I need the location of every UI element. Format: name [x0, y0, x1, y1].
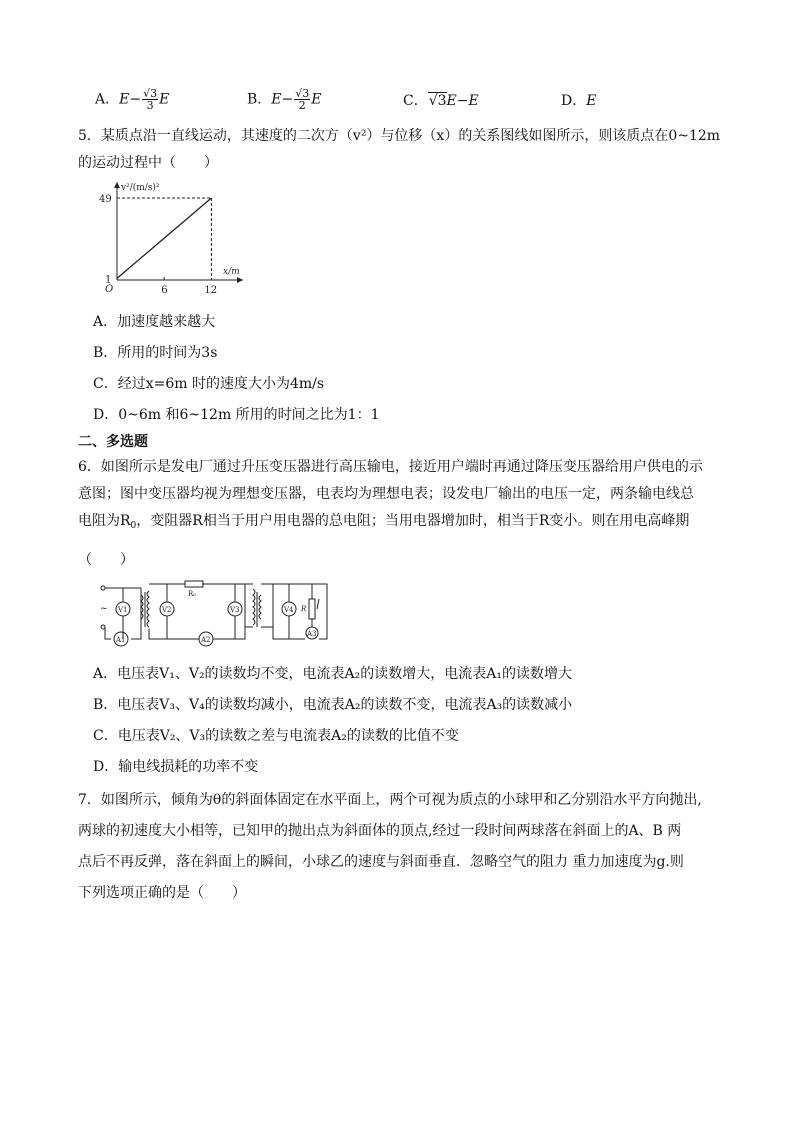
q4-option-d[interactable]: D．E [561, 93, 597, 109]
q5-v2-x-graph [95, 180, 255, 302]
q5-stem-line2: 的运动过程中（ ） [78, 155, 218, 171]
x-tick-label: 6 [161, 285, 168, 296]
q6-stem-line1: 6．如图所示是发电厂通过升压变压器进行高压输电，接近用户端时再通过降压变压器给用户供电的示 [78, 459, 703, 475]
x-tick-label: 12 [204, 285, 218, 296]
rheostat-r [309, 599, 315, 619]
svg-text:V3: V3 [230, 606, 240, 614]
q7-stem-line3: 点后不再反弹，落在斜面上的瞬间，小球乙的速度与斜面垂直．忽略空气的阻力 重力加速度为g.则 [78, 854, 684, 870]
section-heading-multi-choice: 二、多选题 [78, 434, 148, 450]
q6-stem-line4: （ ） [78, 552, 134, 568]
svg-text:A3: A3 [307, 630, 317, 638]
y-axis-label: v²/(m/s)² [121, 183, 160, 193]
svg-text:A1: A1 [116, 636, 126, 644]
q6-option-c[interactable]: C．电压表V₂、V₃的读数之差与电流表A₂的读数的比值不变 [93, 728, 459, 744]
q7-stem-line1: 7．如图所示，倾角为θ的斜面体固定在水平面上，两个可视为质点的小球甲和乙分别沿水平方向抛出, [78, 792, 702, 808]
q6-transmission-circuit [95, 577, 335, 649]
q4-option-c[interactable]: C．√3E−E [403, 93, 479, 109]
q4-option-b[interactable]: B．E− $\frac{√3}{2}$ E [247, 87, 322, 112]
svg-text:R: R [301, 605, 307, 613]
source-terminal-top [101, 586, 105, 590]
x-axis-arrow [237, 277, 243, 283]
q6-option-d[interactable]: D．输电线损耗的功率不变 [93, 759, 259, 775]
source-terminal-bottom [101, 625, 105, 629]
q7-stem-line2: 两球的初速度大小相等，已知甲的抛出点为斜面体的顶点,经过一段时间两球落在斜面上的A、B 两 [78, 823, 682, 839]
q6-option-a[interactable]: A．电压表V₁、V₂的读数均不变，电流表A₂的读数增大，电流表A₁的读数增大 [93, 666, 572, 682]
q5-option-d[interactable]: D．0~6m 和6~12m 所用的时间之比为1：1 [93, 407, 380, 423]
svg-text:R₀: R₀ [188, 590, 197, 598]
q4-option-a[interactable]: A．E− $\frac{√3}{3}$ E [95, 87, 170, 112]
q6-stem-line2: 意图；图中变压器均视为理想变压器，电表均为理想电表；设发电厂输出的电压一定，两条输电线总 [78, 486, 694, 502]
q5-stem-line1: 5．某质点沿一直线运动，其速度的二次方（v²）与位移（x）的关系图线如图所示，则该质点在0~12m [78, 128, 721, 144]
svg-text:V2: V2 [162, 606, 172, 614]
data-line [117, 198, 211, 278]
svg-text:A2: A2 [201, 636, 211, 644]
y-axis-arrow [114, 182, 120, 188]
q7-stem-line4: 下列选项正确的是（ ） [78, 885, 246, 901]
q5-option-a[interactable]: A．加速度越来越大 [93, 314, 216, 330]
q5-option-c[interactable]: C．经过x=6m 时的速度大小为4m/s [93, 376, 325, 392]
svg-text:V4: V4 [284, 606, 294, 614]
q5-option-b[interactable]: B．所用的时间为3s [93, 345, 218, 361]
resistor-r0 [185, 581, 203, 587]
x-axis-label: x/m [223, 267, 240, 277]
y-tick-label: 49 [99, 194, 112, 206]
q6-option-b[interactable]: B．电压表V₃、V₄的读数均减小，电流表A₂的读数不变，电流表A₃的读数减小 [93, 697, 573, 713]
origin-label: O [105, 284, 114, 295]
q6-stem-line3: 电阻为$R_0$，变阻器R相当于用户用电器的总电阻；当用电器增加时，相当于R变小。则在用电高峰期 [78, 513, 690, 531]
svg-text:V1: V1 [118, 606, 128, 614]
y-tick-label: 1 [105, 274, 112, 286]
ac-source-symbol: ~ [100, 604, 108, 614]
